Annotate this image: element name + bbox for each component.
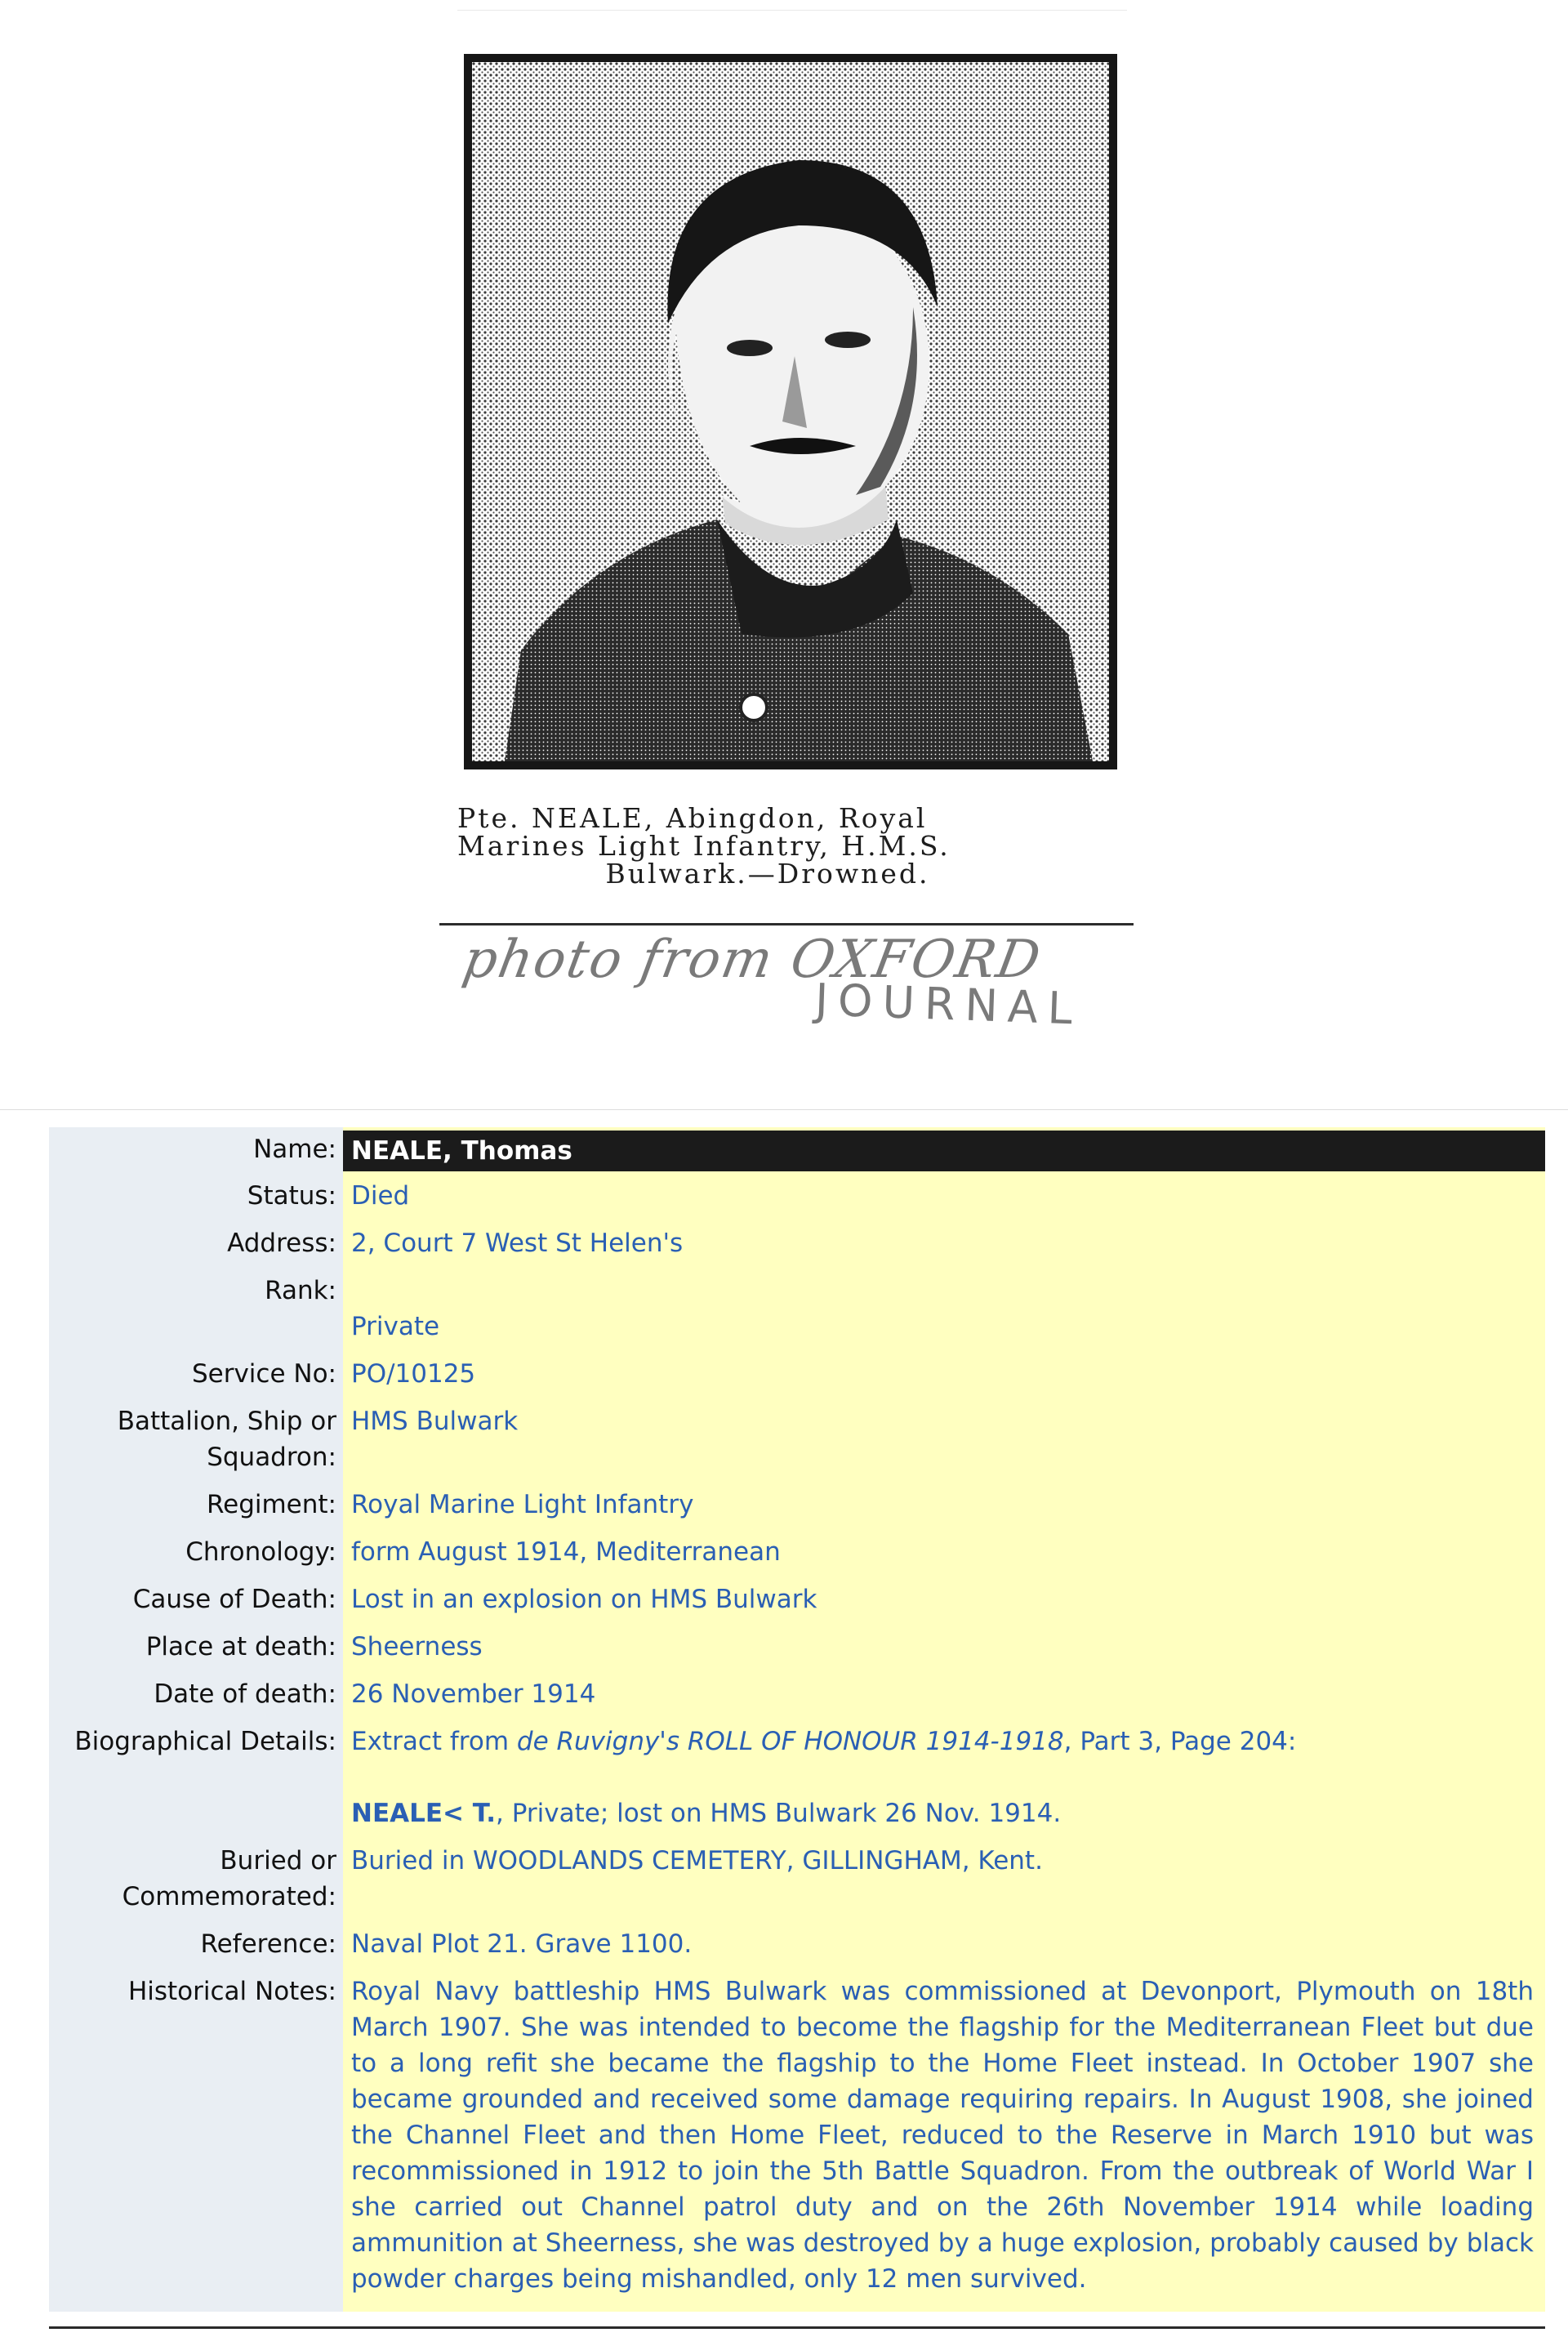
row-name [49, 1129, 1545, 1171]
row-label: Name: [253, 1135, 336, 1164]
row-label [49, 1403, 343, 1475]
row-address [49, 1225, 1545, 1261]
caption-line: Pte. NEALE, Abingdon, Royal [457, 802, 928, 834]
row-label-line: Squadron: [207, 1443, 336, 1472]
caption-line: Marines Light Infantry, H.M.S. [457, 830, 951, 862]
caption-line: Bulwark.—Drowned. [605, 858, 930, 890]
handwritten-note-line: JOURNAL [814, 974, 1083, 1035]
historical-notes-value: Royal Navy battleship HMS Bulwark was commissioned at Devonport, Plymouth on 18th March 1907. She was intended to become the flagship for the Mediterranean Fleet but due to a long refit she became the flagship to the Home Fleet instead. In October 1907 she became grounded and received some damage requiring repairs. In August 1908, she joined the Channel Fleet and then Home Fleet, reduced to the Reserve in March 1910 but was recommissioned in 1912 to join the 5th Battle Squadron. From the outbreak of World War I she carried out Channel patrol duty and on the 26th November 1914 while loading ammunition at Sheerness, she was destroyed by a huge explosion, probably caused by black powder charges being mishandled, only 12 men survived. [351, 1977, 1534, 2294]
row-date-of-death [49, 1676, 1545, 1712]
row-label: Biographical Details: [74, 1727, 336, 1756]
row-buried [49, 1843, 1545, 1915]
row-label-line: Buried or [220, 1846, 336, 1875]
row-label-line: Commemorated: [122, 1882, 336, 1911]
row-service-no [49, 1356, 1545, 1392]
biographical-entry [351, 1795, 1534, 1831]
row-reference [49, 1926, 1545, 1962]
rank-text: Private [351, 1312, 440, 1341]
biographical-intro-prefix: Extract from [351, 1727, 517, 1756]
biographical-intro-suffix: , Part 3, Page 204: [1063, 1727, 1297, 1756]
row-regiment [49, 1487, 1545, 1523]
row-rank [49, 1273, 1545, 1345]
row-battalion [49, 1403, 1545, 1475]
scan-top-edge [457, 10, 1127, 11]
chronology-value: form August 1914, Mediterranean [351, 1537, 781, 1567]
row-label: Place at death: [145, 1632, 336, 1661]
row-label: Service No: [191, 1359, 336, 1389]
row-label: Date of death: [154, 1679, 336, 1709]
handwritten-note [458, 930, 1142, 1035]
biographical-value [343, 1724, 1545, 1831]
photo-caption [457, 802, 1078, 890]
row-place-at-death [49, 1629, 1545, 1665]
row-biographical [49, 1724, 1545, 1831]
reference-value: Naval Plot 21. Grave 1100. [351, 1929, 693, 1959]
row-chronology [49, 1534, 1545, 1570]
caption-underline [439, 923, 1134, 925]
regiment-value: Royal Marine Light Infantry [351, 1490, 694, 1519]
row-label: Rank: [265, 1276, 336, 1305]
biographical-entry-name: NEALE< T. [351, 1799, 497, 1828]
biographical-intro [351, 1724, 1534, 1759]
row-label: Reference: [200, 1929, 336, 1959]
row-historical-notes [49, 1974, 1545, 2297]
date-of-death-value: 26 November 1914 [351, 1679, 596, 1709]
row-label: Regiment: [206, 1490, 336, 1519]
row-label: Status: [247, 1181, 336, 1211]
buried-value: Buried in WOODLANDS CEMETERY, GILLINGHAM, Kent. [351, 1846, 1043, 1875]
bottom-rule [49, 2326, 1545, 2329]
rank-value [343, 1273, 1545, 1345]
handwritten-note-line: photo from OXFORD [458, 930, 1046, 990]
service-no-value: PO/10125 [351, 1359, 476, 1389]
row-label: Cause of Death: [132, 1585, 336, 1614]
portrait-image [472, 62, 1109, 761]
row-label: Chronology: [185, 1537, 336, 1567]
portrait-photo [464, 54, 1117, 769]
row-status [49, 1178, 1545, 1214]
biographical-entry-text: , Private; lost on HMS Bulwark 26 Nov. 1914. [496, 1799, 1062, 1828]
section-divider [0, 1109, 1568, 1110]
place-at-death-value: Sheerness [351, 1632, 483, 1661]
battalion-value: HMS Bulwark [351, 1407, 519, 1436]
cause-of-death-value: Lost in an explosion on HMS Bulwark [351, 1585, 817, 1614]
name-value: NEALE, Thomas [343, 1131, 1545, 1171]
status-value: Died [351, 1181, 410, 1211]
biographical-source: de Ruvigny's ROLL OF HONOUR 1914-1918 [516, 1727, 1064, 1756]
row-cause-of-death [49, 1581, 1545, 1617]
row-label [49, 1843, 343, 1915]
address-value: 2, Court 7 West St Helen's [351, 1229, 684, 1258]
row-label: Historical Notes: [127, 1977, 336, 2006]
record-table [49, 1127, 1545, 2297]
row-label-line: Battalion, Ship or [117, 1407, 336, 1436]
row-label: Address: [227, 1229, 336, 1258]
